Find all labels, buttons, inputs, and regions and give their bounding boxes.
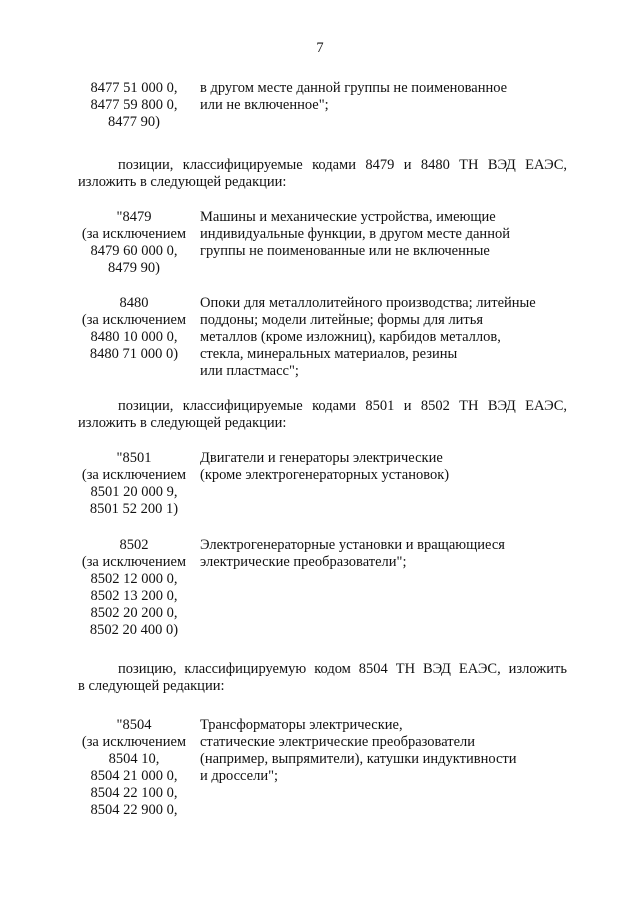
desc-line: или пластмасс"; (200, 363, 299, 379)
code-line: 8504 22 900 0, (90, 802, 178, 818)
code-line: "8479 (116, 209, 152, 225)
entry-description (200, 450, 449, 484)
paragraph-line: в следующей редакции: (78, 678, 225, 694)
entry-codes (78, 209, 190, 277)
page-number: 7 (316, 40, 324, 56)
desc-line: Двигатели и генераторы электрические (200, 450, 443, 466)
desc-line: и дроссели"; (200, 768, 279, 784)
desc-line: индивидуальные функции, в другом месте данной (200, 226, 510, 242)
code-line: 8501 52 200 1) (89, 501, 179, 517)
code-line: 8479 90) (108, 260, 160, 276)
desc-line: статические электрические преобразователи (200, 734, 476, 750)
code-line: 8479 60 000 0, (90, 243, 178, 259)
paragraph-2 (78, 398, 567, 432)
entry-description (200, 80, 507, 114)
desc-line: (кроме электрогенераторных установок) (200, 467, 450, 483)
entry-codes (78, 537, 190, 639)
desc-line: стекла, минеральных материалов, резины (200, 346, 458, 362)
desc-line: в другом месте данной группы не поименованное (200, 80, 508, 96)
code-line: 8502 13 200 0, (90, 588, 178, 604)
desc-line: Трансформаторы электрические, (200, 717, 403, 733)
desc-line: Опоки для металлолитейного производства; литейные (200, 295, 536, 311)
code-line: (за исключением (81, 226, 187, 242)
entry-description (200, 295, 536, 380)
code-line: (за исключением (81, 312, 187, 328)
code-line: (за исключением (81, 734, 187, 750)
entry-codes (78, 717, 190, 819)
paragraph-3 (78, 661, 567, 695)
code-line: 8501 20 000 9, (90, 484, 178, 500)
code-line: 8502 12 000 0, (90, 571, 178, 587)
desc-line: Электрогенераторные установки и вращающиеся (200, 537, 505, 553)
paragraph-line: изложить в следующей редакции: (78, 415, 287, 431)
paragraph-line: позиции, классифицируемые кодами 8501 и 8502 ТН ВЭД ЕАЭС, (118, 398, 567, 414)
code-line: 8477 59 800 0, (90, 97, 178, 113)
desc-line: или не включенное"; (200, 97, 329, 113)
code-line: 8480 10 000 0, (90, 329, 178, 345)
code-line: 8504 10, (108, 751, 160, 767)
paragraph-line: позиции, классифицируемые кодами 8479 и 8480 ТН ВЭД ЕАЭС, (118, 157, 567, 173)
paragraph-line: изложить в следующей редакции: (78, 174, 287, 190)
desc-line: (например, выпрямители), катушки индуктивности (200, 751, 517, 767)
code-line: 8480 (119, 295, 149, 311)
paragraph-line: позицию, классифицируемую кодом 8504 ТН ВЭД ЕАЭС, изложить (118, 661, 567, 677)
entry-codes (78, 450, 190, 518)
desc-line: поддоны; модели литейные; формы для литья (200, 312, 484, 328)
code-line: 8477 90) (108, 114, 160, 130)
paragraph-1 (78, 157, 567, 191)
desc-line: металлов (кроме изложниц), карбидов металлов, (200, 329, 501, 345)
entry-codes (78, 295, 190, 363)
code-line: 8502 20 400 0) (89, 622, 179, 638)
entry-description (200, 717, 517, 785)
entry-description (200, 537, 505, 571)
desc-line: группы не поименованные или не включенные (200, 243, 490, 259)
code-line: 8480 71 000 0) (89, 346, 179, 362)
entry-description (200, 209, 510, 260)
code-line: 8502 20 200 0, (90, 605, 178, 621)
desc-line: Машины и механические устройства, имеющие (200, 209, 496, 225)
code-line: "8501 (116, 450, 152, 466)
code-line: "8504 (116, 717, 152, 733)
code-line: 8504 21 000 0, (90, 768, 178, 784)
entry-codes (78, 80, 190, 131)
code-line: 8504 22 100 0, (90, 785, 178, 801)
code-line: (за исключением (81, 467, 187, 483)
code-line: 8477 51 000 0, (90, 80, 178, 96)
code-line: (за исключением (81, 554, 187, 570)
code-line: 8502 (119, 537, 149, 553)
desc-line: электрические преобразователи"; (200, 554, 407, 570)
